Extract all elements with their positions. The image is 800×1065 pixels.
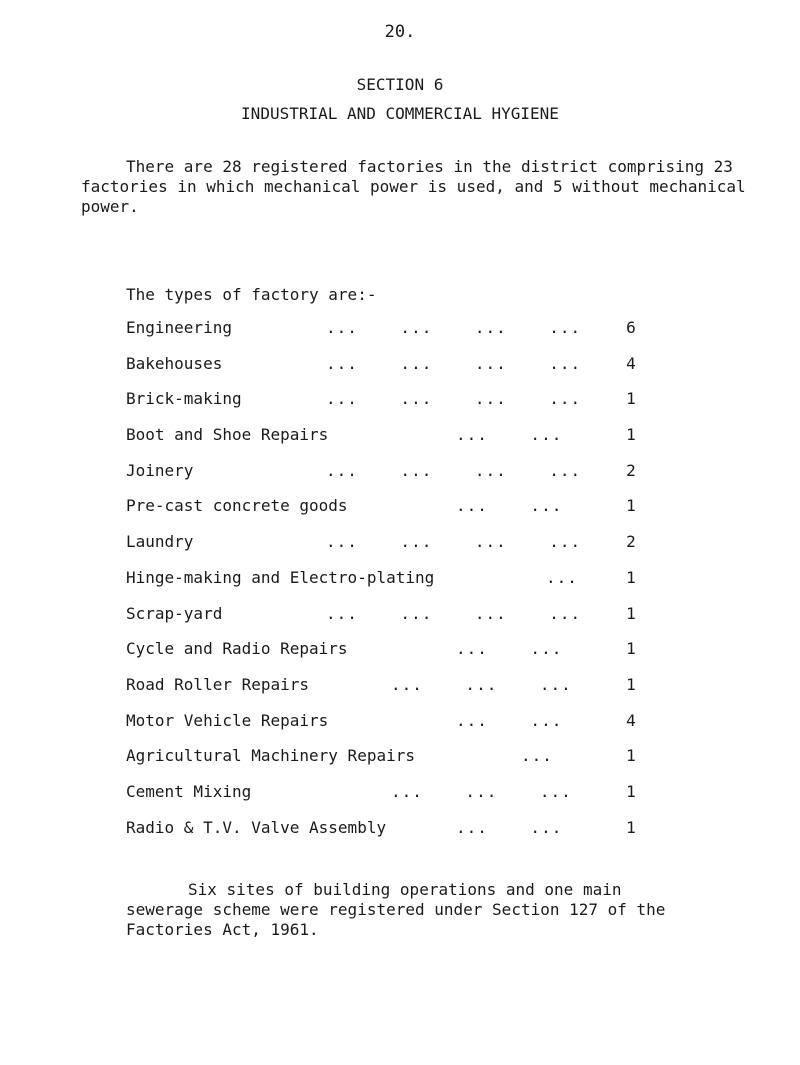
leader-dots: ... ...	[456, 425, 563, 445]
factory-type-name: Boot and Shoe Repairs	[126, 425, 329, 445]
leader-dots: ... ... ... ...	[326, 389, 582, 409]
factory-type-name: Motor Vehicle Repairs	[126, 710, 329, 730]
factory-type-count: 1	[626, 567, 636, 587]
factory-type-count: 1	[626, 603, 636, 623]
factory-type-count: 1	[626, 817, 636, 837]
factory-type-row	[126, 782, 646, 818]
leader-dots: ... ... ...	[391, 674, 572, 694]
leader-dots: ... ... ... ...	[326, 532, 582, 552]
factory-type-count: 1	[626, 674, 636, 694]
leader-dots: ...	[546, 567, 578, 587]
factory-type-row	[126, 532, 646, 568]
factory-type-name: Cement Mixing	[126, 781, 252, 801]
factory-type-row	[126, 461, 646, 497]
factory-type-count: 6	[626, 318, 636, 337]
factory-type-count: 1	[626, 425, 636, 445]
factory-type-count: 1	[626, 781, 636, 801]
factory-type-name: Road Roller Repairs	[126, 674, 310, 694]
leader-dots: ... ... ...	[391, 781, 572, 801]
leader-dots: ... ... ... ...	[326, 603, 582, 623]
factory-type-name: Laundry	[126, 532, 194, 552]
factory-type-count: 4	[626, 710, 636, 730]
leader-dots: ... ...	[456, 639, 563, 659]
factory-type-row	[126, 604, 646, 640]
leader-dots: ... ... ... ...	[326, 460, 582, 480]
closing-paragraph	[126, 880, 686, 940]
factory-type-row	[126, 568, 646, 604]
factory-type-name: Hinge-making and Electro-plating	[126, 567, 435, 587]
factory-type-row	[126, 675, 646, 711]
leader-dots: ...	[521, 746, 553, 766]
section-subtitle: INDUSTRIAL AND COMMERCIAL HYGIENE	[241, 104, 559, 123]
factory-type-name: Joinery	[126, 460, 194, 480]
factory-type-row	[126, 318, 646, 354]
factory-type-count: 1	[626, 389, 636, 409]
leader-dots: ... ...	[456, 710, 563, 730]
factory-type-name: Radio & T.V. Valve Assembly	[126, 817, 387, 837]
section-title: SECTION 6	[356, 75, 444, 94]
factory-type-name: Brick-making	[126, 389, 242, 409]
factory-type-count: 4	[626, 353, 636, 373]
factory-type-row	[126, 425, 646, 461]
leader-dots: ... ... ... ...	[326, 353, 582, 373]
factory-type-row	[126, 639, 646, 675]
factory-type-name: Scrap-yard	[126, 603, 223, 623]
factory-type-row	[126, 711, 646, 747]
factory-type-row	[126, 818, 646, 854]
leader-dots: ... ... ... ...	[326, 318, 582, 337]
intro-paragraph: There are 28 registered factories in the district comprising 23 factories in which mechanical power is used, and 5 without mechanical power.	[81, 157, 746, 216]
leader-dots: ... ...	[456, 496, 563, 516]
leader-dots: ... ...	[456, 817, 563, 837]
factory-type-count: 1	[626, 639, 636, 659]
factory-type-row	[126, 496, 646, 532]
factory-types-heading: The types of factory are:-	[126, 285, 377, 304]
factory-type-row	[126, 389, 646, 425]
factory-type-row	[126, 746, 646, 782]
factory-type-count: 1	[626, 746, 636, 766]
factory-types-list	[126, 318, 646, 853]
factory-type-name: Cycle and Radio Repairs	[126, 639, 348, 659]
factory-type-count: 2	[626, 532, 636, 552]
factory-type-count: 2	[626, 460, 636, 480]
factory-type-name: Engineering	[126, 318, 232, 337]
factory-type-name: Pre-cast concrete goods	[126, 496, 348, 516]
closing-text: Six sites of building operations and one main sewerage scheme were registered under Section 127 of the Factories Act, 1961.	[126, 880, 666, 939]
page-number: 20.	[384, 22, 416, 42]
factory-type-name: Agricultural Machinery Repairs	[126, 746, 415, 766]
factory-type-count: 1	[626, 496, 636, 516]
factory-type-name: Bakehouses	[126, 353, 223, 373]
factory-type-row	[126, 354, 646, 390]
